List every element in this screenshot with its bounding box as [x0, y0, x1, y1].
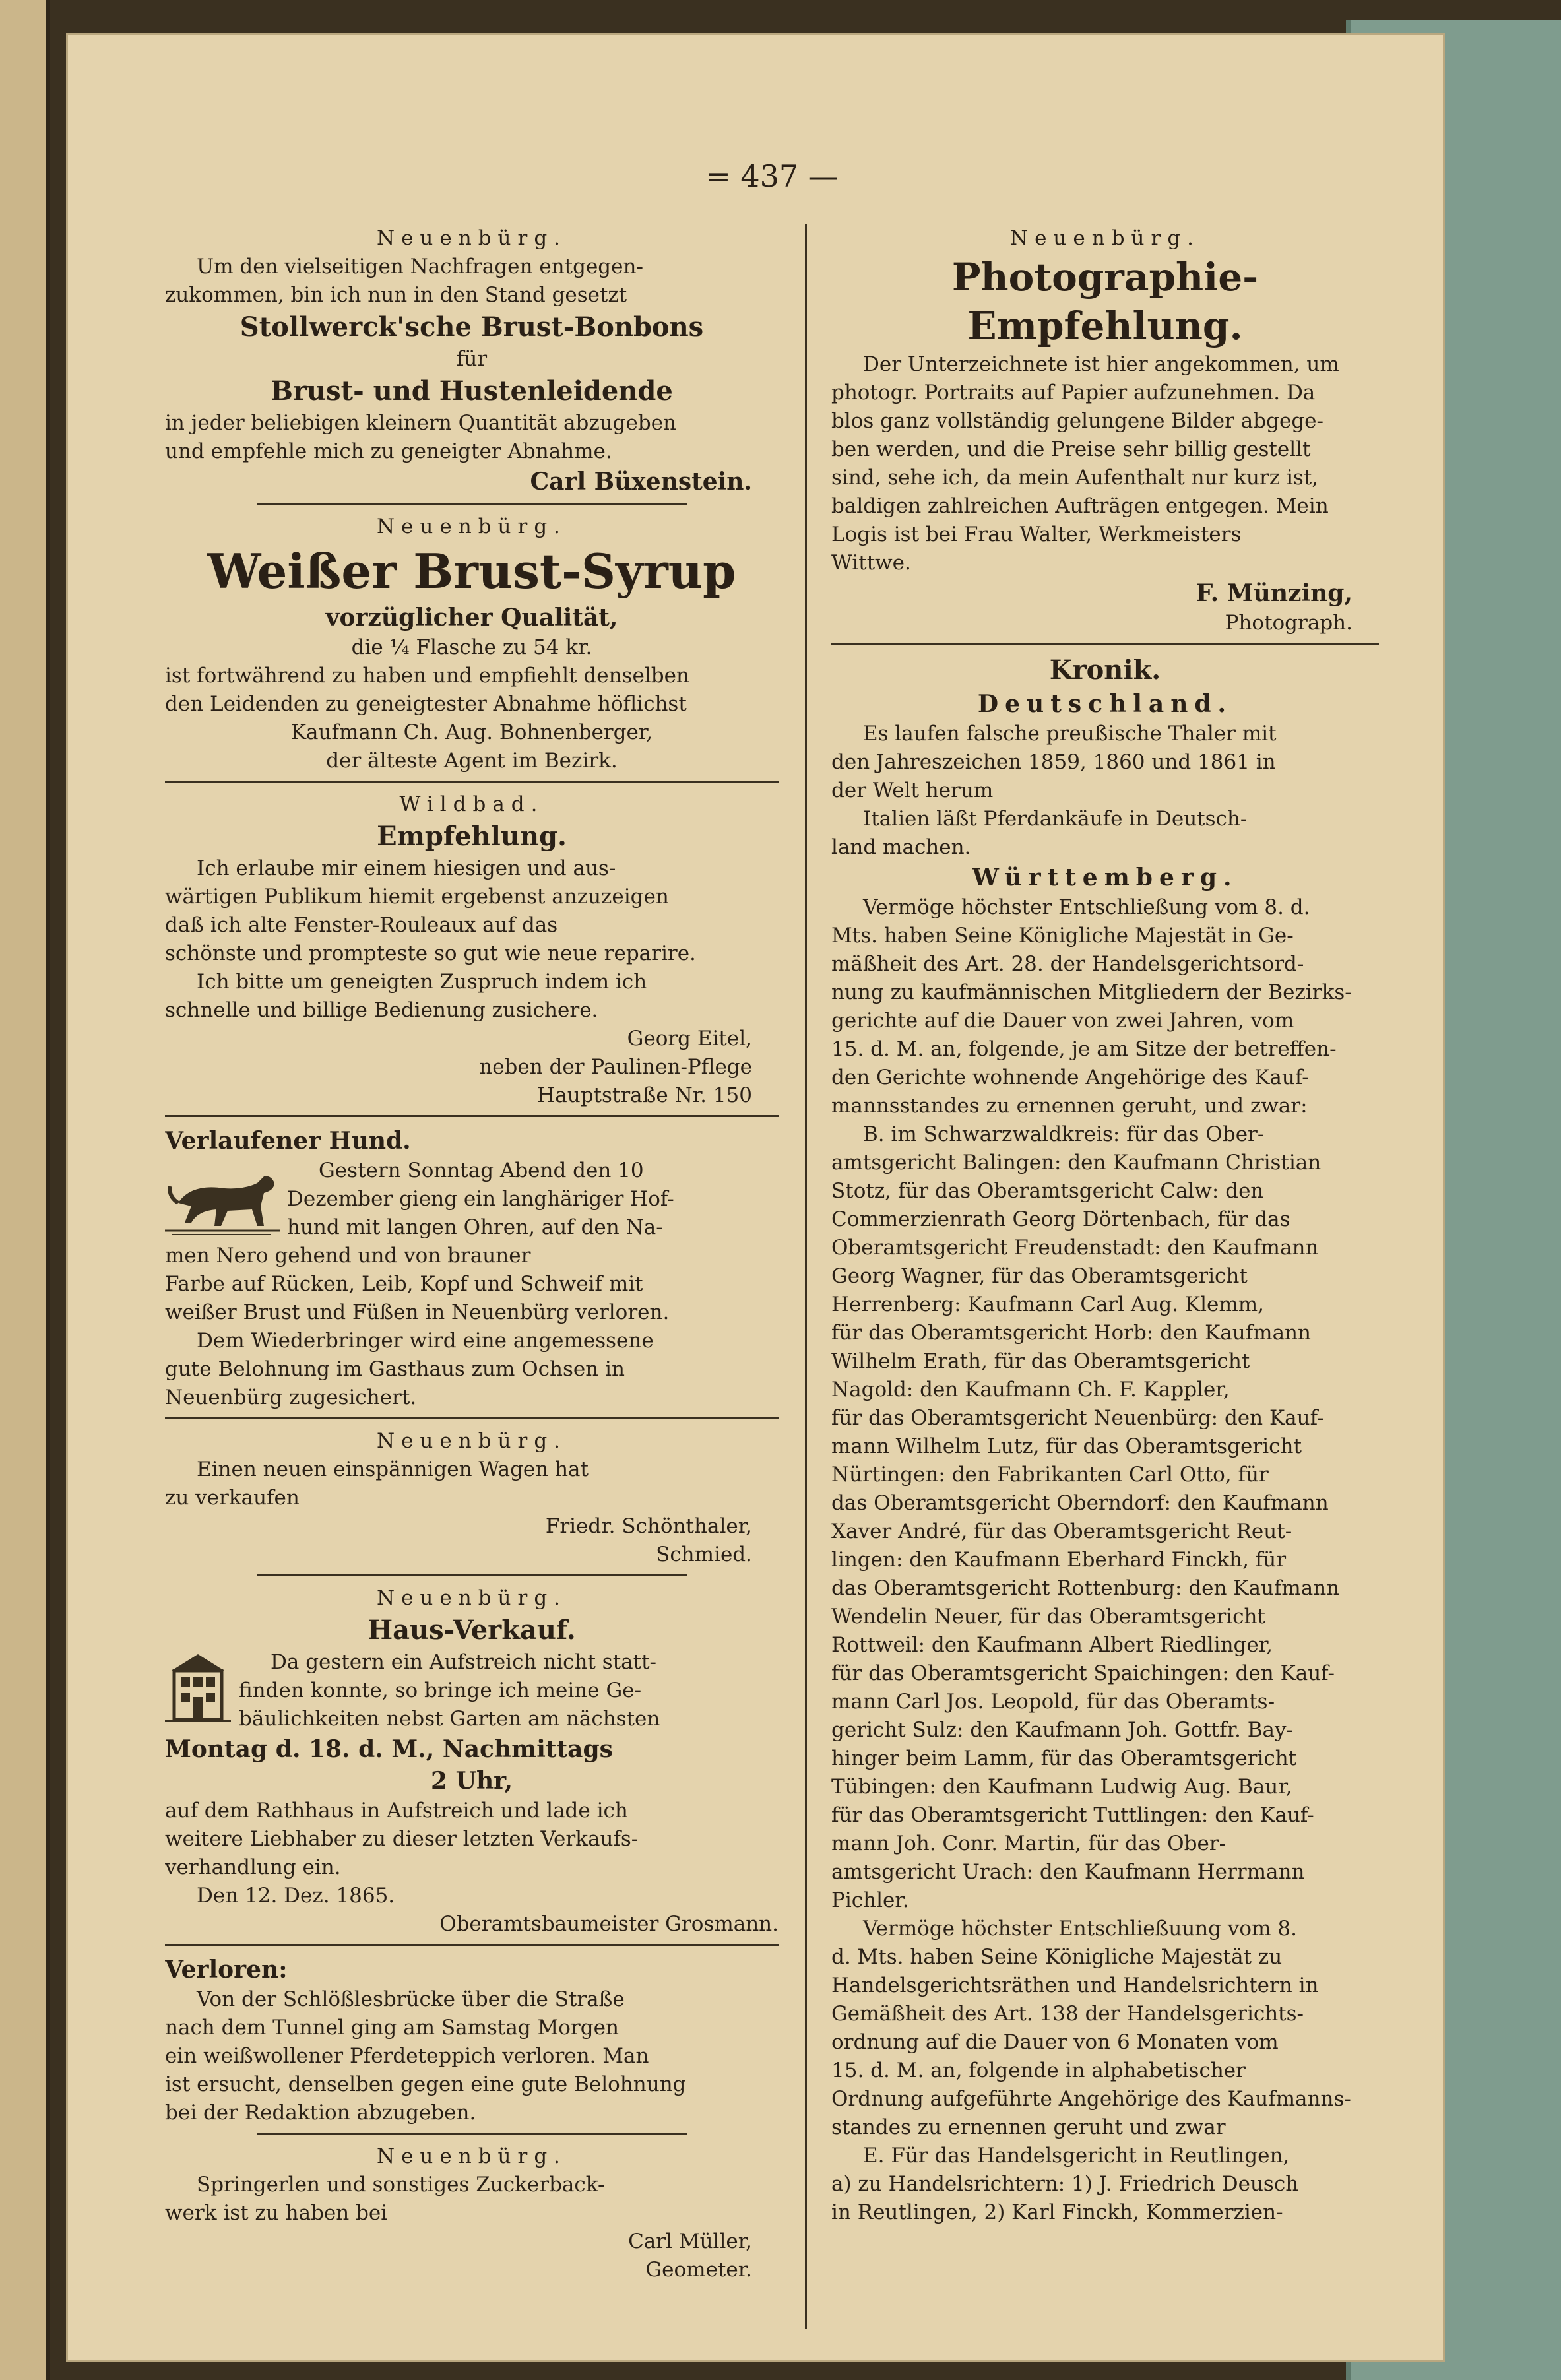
ad-stollwerck — [165, 224, 779, 498]
text-line: amtsgericht Urach: den Kaufmann Herrmann — [831, 1860, 1305, 1884]
ad-signature: Carl Müller, — [628, 2230, 752, 2253]
divider — [257, 1574, 687, 1576]
ad-time: 2 Uhr, — [430, 1767, 513, 1795]
ad-text-line: gute Belohnung im Gasthaus zum Ochsen in — [165, 1357, 625, 1381]
kronik-section — [831, 653, 1379, 2227]
ad-text-line: blos ganz vollständig gelungene Bilder abgege- — [831, 409, 1323, 433]
dog-icon — [165, 1157, 280, 1236]
text-line: Tübingen: den Kaufmann Ludwig Aug. Baur, — [831, 1775, 1292, 1799]
text-line: mann Joh. Conr. Martin, für das Ober- — [831, 1832, 1226, 1855]
ad-signature: der älteste Agent im Bezirk. — [326, 749, 618, 773]
text-line: Mts. haben Seine Königliche Majestät in Ge- — [831, 924, 1294, 948]
ad-text-line: Einen neuen einspännigen Wagen hat — [197, 1458, 589, 1481]
text-line: lingen: den Kaufmann Eberhard Finckh, für — [831, 1548, 1287, 1572]
ad-title: Empfehlung. — [377, 821, 567, 852]
ad-text-line: in jeder beliebigen kleinern Quantität abzugeben — [165, 411, 677, 435]
ad-signature: Georg Eitel, — [627, 1027, 752, 1050]
ad-house-sale — [165, 1584, 779, 1939]
text-line: Italien läßt Pferdankäufe in Deutsch- — [863, 807, 1248, 831]
ad-text-line: Gestern Sonntag Abend den 10 — [319, 1159, 644, 1182]
ad-text-line: Dem Wiederbringer wird eine angemessene — [197, 1329, 654, 1353]
text-line: Pichler. — [831, 1888, 909, 1912]
ad-text-line: Dezember gieng ein langhäriger Hof- — [287, 1187, 674, 1211]
text-line: das Oberamtsgericht Rottenburg: den Kaufmann — [831, 1576, 1340, 1600]
house-icon — [165, 1651, 231, 1723]
adjacent-page-edge — [0, 0, 50, 2380]
ad-text-line: Um den vielseitigen Nachfragen entgegen- — [197, 255, 643, 278]
ad-text-line: bäulichkeiten nebst Garten am nächsten — [239, 1707, 660, 1731]
text-line: a) zu Handelsrichtern: 1) J. Friedrich Deusch — [831, 2172, 1299, 2196]
ad-photographie — [831, 224, 1379, 637]
divider — [165, 1944, 779, 1946]
ad-text-line: photogr. Portraits auf Papier aufzunehmen. Da — [831, 381, 1316, 404]
ad-place: Wildbad. — [399, 792, 544, 816]
ad-date: Den 12. Dez. 1865. — [197, 1884, 395, 1908]
ad-text-line: sind, sehe ich, da mein Aufenthalt nur kurz ist, — [831, 466, 1319, 490]
text-line: Gemäßheit des Art. 138 der Handelsgerichts- — [831, 2002, 1304, 2026]
text-line: d. Mts. haben Seine Königliche Majestät zu — [831, 1945, 1283, 1969]
ad-place: Neuenbürg. — [1009, 226, 1201, 250]
ad-springerle — [165, 2142, 779, 2284]
ad-text-line: schönste und prompteste so gut wie neue reparire. — [165, 942, 696, 965]
text-line: mann Carl Jos. Leopold, für das Oberamts- — [831, 1690, 1275, 1714]
ad-text-line: ist ersucht, denselben gegen eine gute Belohnung — [165, 2073, 686, 2096]
text-line: den Gerichte wohnende Angehörige des Kauf- — [831, 1066, 1309, 1089]
ad-text-line: Ich bitte um geneigten Zuspruch indem ich — [197, 970, 647, 994]
text-line: gerichte auf die Dauer von zwei Jahren, vom — [831, 1009, 1294, 1033]
ad-text-line: auf dem Rathhaus in Aufstreich und lade ich — [165, 1799, 628, 1822]
page-number: = 437 — — [705, 158, 839, 194]
ad-signature: Geometer. — [645, 2258, 752, 2282]
ad-lost-dog — [165, 1125, 779, 1412]
ad-text-line: Der Unterzeichnete ist hier angekommen, um — [863, 352, 1339, 376]
ad-text-line: hund mit langen Ohren, auf den Na- — [287, 1215, 663, 1239]
text-line: Wilhelm Erath, für das Oberamtsgericht — [831, 1349, 1250, 1373]
ad-text-line: Springerlen und sonstiges Zuckerback- — [197, 2173, 605, 2197]
text-line: Herrenberg: Kaufmann Carl Aug. Klemm, — [831, 1293, 1264, 1316]
text-line: für das Oberamtsgericht Neuenbürg: den Kauf- — [831, 1406, 1324, 1430]
ad-place: Neuenbürg. — [376, 2144, 567, 2168]
text-line: mannsstandes zu ernennen geruht, und zwar: — [831, 1094, 1308, 1118]
ad-text-line: Farbe auf Rücken, Leib, Kopf und Schweif mit — [165, 1272, 643, 1296]
column-divider — [805, 224, 807, 2329]
ad-signature: Carl Büxenstein. — [530, 468, 752, 496]
ad-text-line: weitere Liebhaber zu dieser letzten Verkaufs- — [165, 1827, 639, 1851]
text-line: in Reutlingen, 2) Karl Finckh, Kommerzien- — [831, 2201, 1283, 2224]
ad-title: Weißer Brust-Syrup — [207, 543, 736, 599]
ad-text-line: werk ist zu haben bei — [165, 2201, 388, 2225]
ad-text-line: finden konnte, so bringe ich meine Ge- — [239, 1679, 642, 1702]
text-line: E. Für das Handelsgericht in Reutlingen, — [863, 2144, 1290, 2168]
ad-signature: Hauptstraße Nr. 150 — [537, 1083, 752, 1107]
text-line: mäßheit des Art. 28. der Handelsgerichtsord- — [831, 952, 1304, 976]
ad-place: Neuenbürg. — [376, 1586, 567, 1610]
left-column — [165, 224, 779, 2329]
section-title: Kronik. — [1049, 655, 1161, 686]
text-line: Rottweil: den Kaufmann Albert Riedlinger, — [831, 1633, 1273, 1657]
text-line: 15. d. M. an, folgende, je am Sitze der betreffen- — [831, 1037, 1337, 1061]
text-line: der Welt herum — [831, 779, 994, 802]
ad-signature: Photograph. — [1225, 611, 1353, 635]
text-line: Es laufen falsche preußische Thaler mit — [863, 722, 1277, 746]
ad-place: Neuenbürg. — [376, 515, 567, 538]
newspaper-page — [66, 33, 1445, 2362]
ad-text-line: den Leidenden zu geneigtester Abnahme höflichst — [165, 692, 687, 716]
divider — [831, 643, 1379, 645]
ad-text-line: ist fortwährend zu haben und empfiehlt denselben — [165, 664, 689, 688]
ad-signature: neben der Paulinen-Pflege — [479, 1055, 752, 1079]
text-line: nung zu kaufmännischen Mitgliedern der Bezirks- — [831, 981, 1352, 1004]
text-line: land machen. — [831, 835, 971, 859]
text-line: Vermöge höchster Entschließung vom 8. d. — [863, 895, 1310, 919]
text-line: standes zu ernennen geruht und zwar — [831, 2115, 1226, 2139]
text-line: für das Oberamtsgericht Spaichingen: den Kauf- — [831, 1661, 1335, 1685]
text-line: Wendelin Neuer, für das Oberamtsgericht — [831, 1605, 1265, 1628]
text-line: Vermöge höchster Entschließuung vom 8. — [863, 1917, 1297, 1941]
text-line: mann Wilhelm Lutz, für das Oberamtsgericht — [831, 1434, 1302, 1458]
text-line: Oberamtsgericht Freudenstadt: den Kaufmann — [831, 1236, 1319, 1260]
text-line: das Oberamtsgericht Oberndorf: den Kaufmann — [831, 1491, 1329, 1515]
ad-text-line: ein weißwollener Pferdeteppich verloren. Man — [165, 2044, 649, 2068]
divider — [165, 1115, 779, 1117]
text-line: Stotz, für das Oberamtsgericht Calw: den — [831, 1179, 1264, 1203]
ad-text-line: Neuenbürg zugesichert. — [165, 1386, 417, 1409]
divider — [257, 503, 687, 505]
text-line: B. im Schwarzwaldkreis: für das Ober- — [863, 1122, 1265, 1146]
right-column — [831, 224, 1379, 2329]
ad-date-line: Montag d. 18. d. M., Nachmittags — [165, 1735, 613, 1763]
ad-title: Haus-Verkauf. — [367, 1615, 576, 1646]
page-content — [165, 158, 1379, 2336]
text-line: Georg Wagner, für das Oberamtsgericht — [831, 1264, 1248, 1288]
ad-signature: Oberamtsbaumeister Grosmann. — [439, 1912, 779, 1936]
ad-signature: Kaufmann Ch. Aug. Bohnenberger, — [290, 721, 653, 744]
divider — [165, 781, 779, 783]
ad-brust-syrup — [165, 513, 779, 775]
ad-text-line: baldigen zahlreichen Aufträgen entgegen. Mein — [831, 494, 1329, 518]
ad-price: die ¼ Flasche zu 54 kr. — [351, 635, 592, 659]
ad-lost-blanket — [165, 1954, 779, 2127]
text-line: Xaver André, für das Oberamtsgericht Reut- — [831, 1520, 1292, 1543]
ad-text-line: und empfehle mich zu geneigter Abnahme. — [165, 439, 612, 463]
text-line: amtsgericht Balingen: den Kaufmann Christian — [831, 1151, 1322, 1174]
ad-place: Neuenbürg. — [376, 1429, 567, 1453]
ad-title: Photographie-Empfehlung. — [951, 255, 1259, 348]
text-line: Commerzienrath Georg Dörtenbach, für das — [831, 1207, 1290, 1231]
text-line: gericht Sulz: den Kaufmann Joh. Gottfr. Bay- — [831, 1718, 1294, 1742]
section-subtitle: Württemberg. — [972, 864, 1238, 891]
ad-text-line: men Nero gehend und von brauner — [165, 1244, 531, 1268]
ad-place: Neuenbürg. — [376, 226, 567, 250]
divider — [165, 1417, 779, 1419]
ad-text-line: wärtigen Publikum hiemit ergebenst anzuzeigen — [165, 885, 669, 909]
text-line: hinger beim Lamm, für das Oberamtsgericht — [831, 1747, 1297, 1770]
text-line: 15. d. M. an, folgende in alphabetischer — [831, 2059, 1246, 2082]
ad-text-line: Da gestern ein Aufstreich nicht statt- — [271, 1650, 657, 1674]
text-line: Handelsgerichtsräthen und Handelsrichtern in — [831, 1974, 1319, 1997]
ad-text-line: bei der Redaktion abzugeben. — [165, 2101, 476, 2125]
ad-text-line: Ich erlaube mir einem hiesigen und aus- — [197, 856, 616, 880]
text-line: für das Oberamtsgericht Horb: den Kaufmann — [831, 1321, 1311, 1345]
text-line: für das Oberamtsgericht Tuttlingen: den Kauf- — [831, 1803, 1314, 1827]
ad-signature: Schmied. — [656, 1543, 752, 1566]
ad-wagon-sale — [165, 1427, 779, 1569]
ad-empfehlung — [165, 790, 779, 1110]
text-line: Nagold: den Kaufmann Ch. F. Kappler, — [831, 1378, 1230, 1401]
text-line: Ordnung aufgeführte Angehörige des Kaufmanns- — [831, 2087, 1351, 2111]
ad-text-line: zu verkaufen — [165, 1486, 300, 1510]
text-line: den Jahreszeichen 1859, 1860 und 1861 in — [831, 750, 1276, 774]
ad-text-line: weißer Brust und Füßen in Neuenbürg verloren. — [165, 1301, 670, 1324]
section-subtitle: Deutschland. — [977, 690, 1233, 718]
ad-text-line: schnelle und billige Bedienung zusichere. — [165, 998, 598, 1022]
ad-text-line: Von der Schlößlesbrücke über die Straße — [197, 1987, 625, 2011]
ad-text-line: vorzüglicher Qualität, — [325, 604, 618, 631]
ad-text-line: Wittwe. — [831, 551, 911, 575]
ad-title: Verloren: — [165, 1956, 288, 1983]
ad-text-line: Logis ist bei Frau Walter, Werkmeisters — [831, 523, 1242, 546]
ad-product: Stollwerck'sche Brust-Bonbons — [239, 311, 704, 342]
divider — [257, 2133, 687, 2135]
text-line: Nürtingen: den Fabrikanten Carl Otto, für — [831, 1463, 1269, 1487]
ad-title: Verlaufener Hund. — [165, 1127, 411, 1155]
text-line: ordnung auf die Dauer von 6 Monaten vom — [831, 2030, 1279, 2054]
ad-signature: Friedr. Schönthaler, — [545, 1514, 752, 1538]
ad-target: Brust- und Hustenleidende — [271, 375, 673, 406]
ad-signature: F. Münzing, — [1195, 579, 1353, 607]
ad-text-line: ben werden, und die Preise sehr billig gestellt — [831, 437, 1311, 461]
ad-text-line: verhandlung ein. — [165, 1855, 341, 1879]
ad-text-line: für — [456, 347, 488, 371]
ad-text-line: zukommen, bin ich nun in den Stand gesetzt — [165, 283, 627, 307]
ad-text-line: nach dem Tunnel ging am Samstag Morgen — [165, 2016, 619, 2040]
ad-text-line: daß ich alte Fenster-Rouleaux auf das — [165, 913, 558, 937]
